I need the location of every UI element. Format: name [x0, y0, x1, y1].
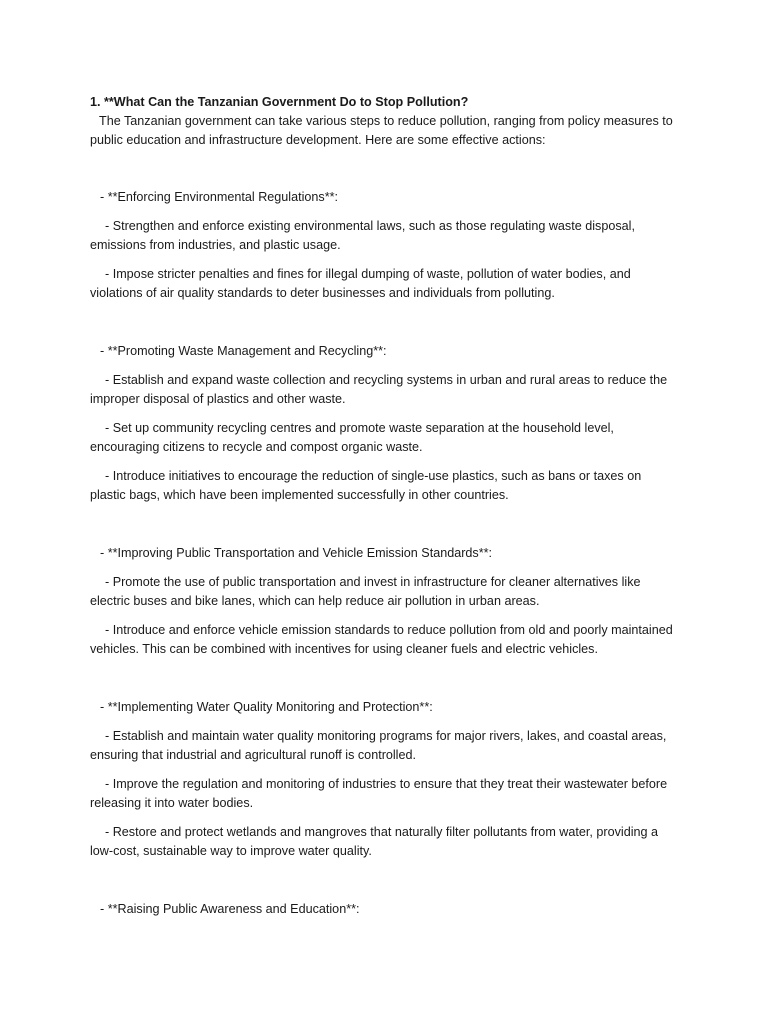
document-heading: 1. **What Can the Tanzanian Government Do to Stop Pollution?	[90, 95, 469, 109]
list-item: - Establish and expand waste collection and recycling systems in urban and rural areas to reduce the improper disposal of plastics and other waste.	[90, 373, 668, 406]
section-title: - **Enforcing Environmental Regulations**:	[100, 190, 339, 204]
intro-paragraph: The Tanzanian government can take various steps to reduce pollution, ranging from policy measures to public education and infrastructure development. Here are some effective actions:	[90, 114, 673, 147]
list-item: - Strengthen and enforce existing environmental laws, such as those regulating waste disposal, emissions from industries, and plastic usage.	[90, 219, 635, 252]
document-body	[90, 93, 680, 929]
list-item: - Improve the regulation and monitoring of industries to ensure that they treat their wastewater before releasing it into water bodies.	[90, 777, 668, 810]
list-item: - Impose stricter penalties and fines for illegal dumping of waste, pollution of water bodies, and violations of air quality standards to deter businesses and individuals from polluting.	[90, 267, 631, 300]
list-item: - Introduce and enforce vehicle emission standards to reduce pollution from old and poorly maintained vehicles. This can be combined with incentives for using cleaner fuels and electric vehicles.	[90, 623, 673, 656]
section-waste-management	[90, 342, 680, 505]
section-water-quality	[90, 698, 680, 861]
section-enforcing-regulations	[90, 188, 680, 303]
section-title: - **Promoting Waste Management and Recycling**:	[100, 344, 387, 358]
list-item: - Promote the use of public transportation and invest in infrastructure for cleaner alternatives like electric buses and bike lanes, which can help reduce air pollution in urban areas.	[90, 575, 641, 608]
list-item: - Restore and protect wetlands and mangroves that naturally filter pollutants from water, providing a low-cost, sustainable way to improve water quality.	[90, 825, 659, 858]
list-item: - Introduce initiatives to encourage the reduction of single-use plastics, such as bans or taxes on plastic bags, which have been implemented successfully in other countries.	[90, 469, 642, 502]
section-title: - **Improving Public Transportation and Vehicle Emission Standards**:	[100, 546, 493, 560]
list-item: - Set up community recycling centres and promote waste separation at the household level, encouraging citizens to recycle and compost organic waste.	[90, 421, 614, 454]
section-public-transportation	[90, 544, 680, 659]
section-title: - **Raising Public Awareness and Education**:	[100, 902, 360, 916]
list-item: - Establish and maintain water quality monitoring programs for major rivers, lakes, and coastal areas, ensuring that industrial and agricultural runoff is controlled.	[90, 729, 667, 762]
section-title: - **Implementing Water Quality Monitoring and Protection**:	[100, 700, 433, 714]
section-public-awareness	[90, 900, 680, 919]
